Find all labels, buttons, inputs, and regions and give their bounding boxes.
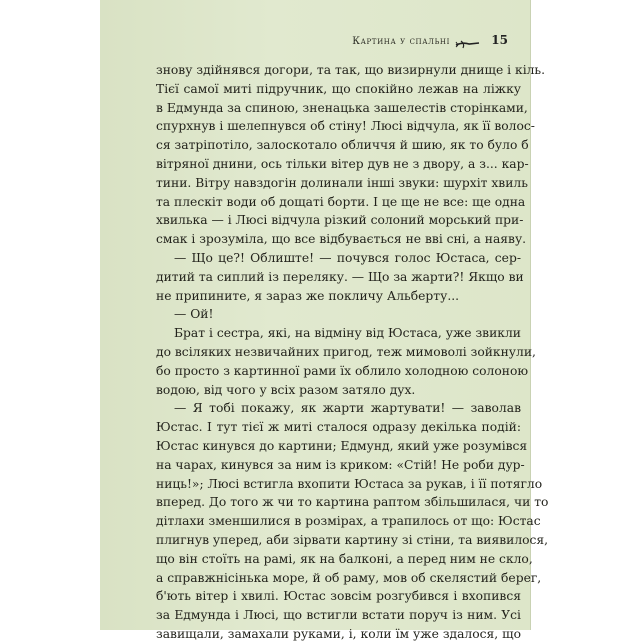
arrow-flourish-icon (455, 35, 481, 47)
text-line: смак і зрозуміла, що все відбувається не вві сні, а наяву. (156, 232, 527, 247)
text-line: а справжнісінька море, й об раму, мов об скелястий берег, (156, 570, 542, 585)
book-page (100, 0, 549, 641)
text-line: Тієї самої миті підручник, що спокійно лежав на ліжку (156, 81, 521, 96)
text-line: — Я тобі покажу, як жарти жартувати! — заволав (174, 401, 521, 416)
text-line: б'ють вітер і хвилі. Юстас зовсім розгубився і вхопився (156, 589, 521, 604)
text-line: до всіляких незвичайних пригод, теж мимоволі зойкнули, (156, 344, 536, 359)
text-line: вітряної днини, ось тільки вітер дув не з двору, а з... кар- (156, 156, 529, 171)
page-number: 15 (491, 33, 508, 47)
text-line: дитий та сиплий із переляку. — Що за жарти?! Якщо ви (156, 269, 524, 284)
text-line: бо просто з картинної рами їх облило холодною солоною (156, 363, 529, 378)
text-line: Юстас. І тут тієї ж миті сталося одразу декілька подій: (156, 420, 521, 435)
text-line: не припините, я зараз же покличу Альберту... (156, 288, 460, 303)
text-line: — Що це?! Облиште! — почувся голос Юстаса, сер- (174, 250, 521, 265)
text-line: тини. Вітру навздогін долинали інші звуки: шурхіт хвиль (156, 175, 528, 190)
text-line: хвилька — і Люсі відчула різкий солоний морський при- (156, 213, 524, 228)
chapter-title: Картина у спальні (352, 36, 450, 47)
text-line: ниць!»; Люсі встигла вхопити Юстаса за рукав, і її потягло (156, 476, 543, 491)
text-line: в Едмунда за спиною, зненацька зашелестів сторінками, (156, 100, 528, 115)
text-line: та плескіт води об дощаті борти. І це ще не все: ще одна (156, 194, 526, 209)
running-head (100, 33, 530, 53)
text-line: Брат і сестра, які, на відміну від Юстаса, уже звикли (174, 326, 521, 341)
body-text (156, 61, 549, 644)
text-line: що він стоїть на рамі, як на балконі, а перед ним не скло, (156, 551, 533, 566)
text-line: ся затріпотіло, залоскотало обличчя й шию, як то було б (156, 138, 529, 153)
text-line: на чарах, кинувся за ним із криком: «Стій! Не роби дур- (156, 457, 525, 472)
text-line: вперед. До того ж чи то картина раптом збільшилася, чи то (156, 495, 549, 510)
text-line: за Едмунда і Люсі, що встигли встати поруч із ним. Усі (156, 608, 521, 623)
text-line: знову здійнявся догори, та так, що визирнули днище і кіль. (156, 63, 546, 77)
text-line: — Ой! (174, 307, 214, 322)
text-line: Юстас кинувся до картини; Едмунд, який уже розумівся (156, 438, 528, 453)
text-line: дітлахи зменшилися в розмірах, а трапилось от що: Юстас (156, 514, 541, 529)
text-line: спурхнув і шелепнувся об стіну! Люсі відчула, як її волос- (156, 119, 535, 134)
text-line: завищали, замахали руками, і, коли їм уже здалося, що (156, 626, 521, 641)
text-line: водою, від чого у всіх разом затяло дух. (156, 382, 416, 397)
text-line: плигнув уперед, аби зірвати картину зі стіни, та виявилося, (156, 532, 549, 547)
